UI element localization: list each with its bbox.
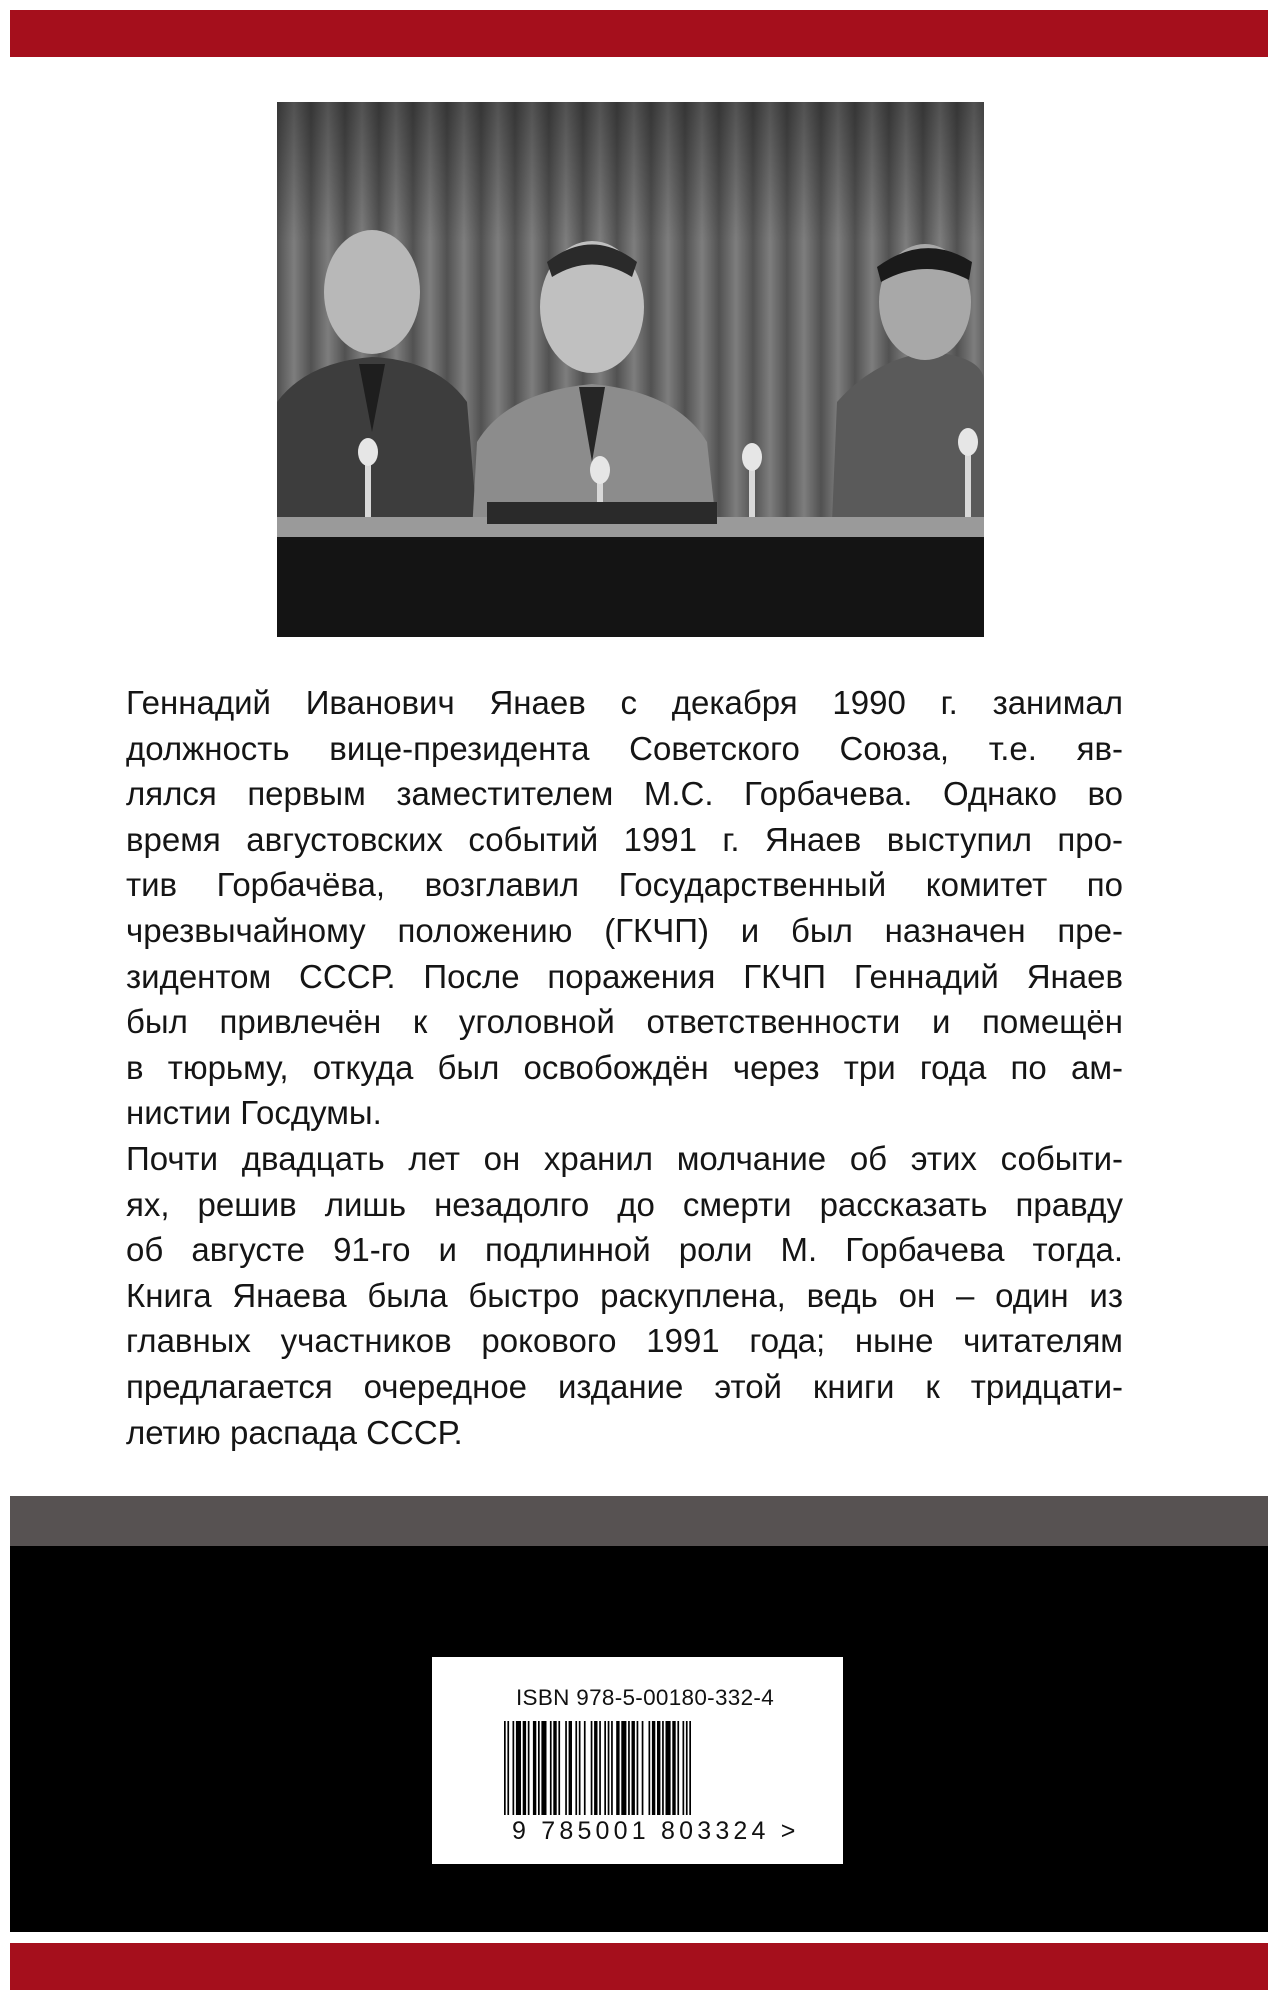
- isbn-label: ISBN 978-5-00180-332-4: [516, 1685, 775, 1710]
- paragraph-1: [126, 680, 1123, 1136]
- cover-photo: [277, 102, 984, 637]
- text-line: чрезвычайному положению (ГКЧП) и был назначен пре-: [126, 911, 1123, 949]
- barcode-icon: [504, 1721, 766, 1829]
- text-line: Книга Янаева была быстро раскуплена, ведь он – один из: [126, 1276, 1123, 1314]
- text-line: тив Горбачёва, возглавил Государственный комитет по: [126, 866, 1123, 904]
- top-red-band: [10, 10, 1268, 57]
- text-line: время августовских событий 1991 г. Янаев выступил про-: [126, 820, 1123, 858]
- text-line: ях, решив лишь незадолго до смерти рассказать правду: [126, 1185, 1123, 1223]
- bottom-red-band: [10, 1943, 1268, 1990]
- text-line: предлагается очередное издание этой книги к тридцати-: [126, 1367, 1123, 1405]
- text-line: об августе 91-го и подлинной роли М. Горбачева тогда.: [126, 1231, 1123, 1269]
- text-line: нистии Госдумы.: [126, 1094, 382, 1132]
- annotation-text: [126, 680, 1123, 1455]
- press-conference-photo-icon: [277, 102, 984, 637]
- ean-digits: 9 785001 803324 >: [512, 1817, 800, 1845]
- grey-band: [10, 1496, 1268, 1546]
- text-line: Почти двадцать лет он хранил молчание об этих событи-: [126, 1139, 1123, 1177]
- text-line: лялся первым заместителем М.С. Горбачева. Однако во: [126, 775, 1123, 813]
- text-line: летию распада СССР.: [126, 1413, 463, 1451]
- text-line: зидентом СССР. После поражения ГКЧП Геннадий Янаев: [126, 957, 1123, 995]
- text-line: Геннадий Иванович Янаев с декабря 1990 г. занимал: [126, 684, 1123, 721]
- text-line: был привлечён к уголовной ответственности и помещён: [126, 1003, 1123, 1041]
- text-line: в тюрьму, откуда был освобождён через три года по ам-: [126, 1048, 1123, 1086]
- paragraph-2: [126, 1136, 1123, 1455]
- text-line: должность вице-президента Советского Союза, т.е. яв-: [126, 729, 1123, 767]
- text-line: главных участников рокового 1991 года; ныне читателям: [126, 1322, 1123, 1360]
- barcode-panel: [432, 1657, 843, 1864]
